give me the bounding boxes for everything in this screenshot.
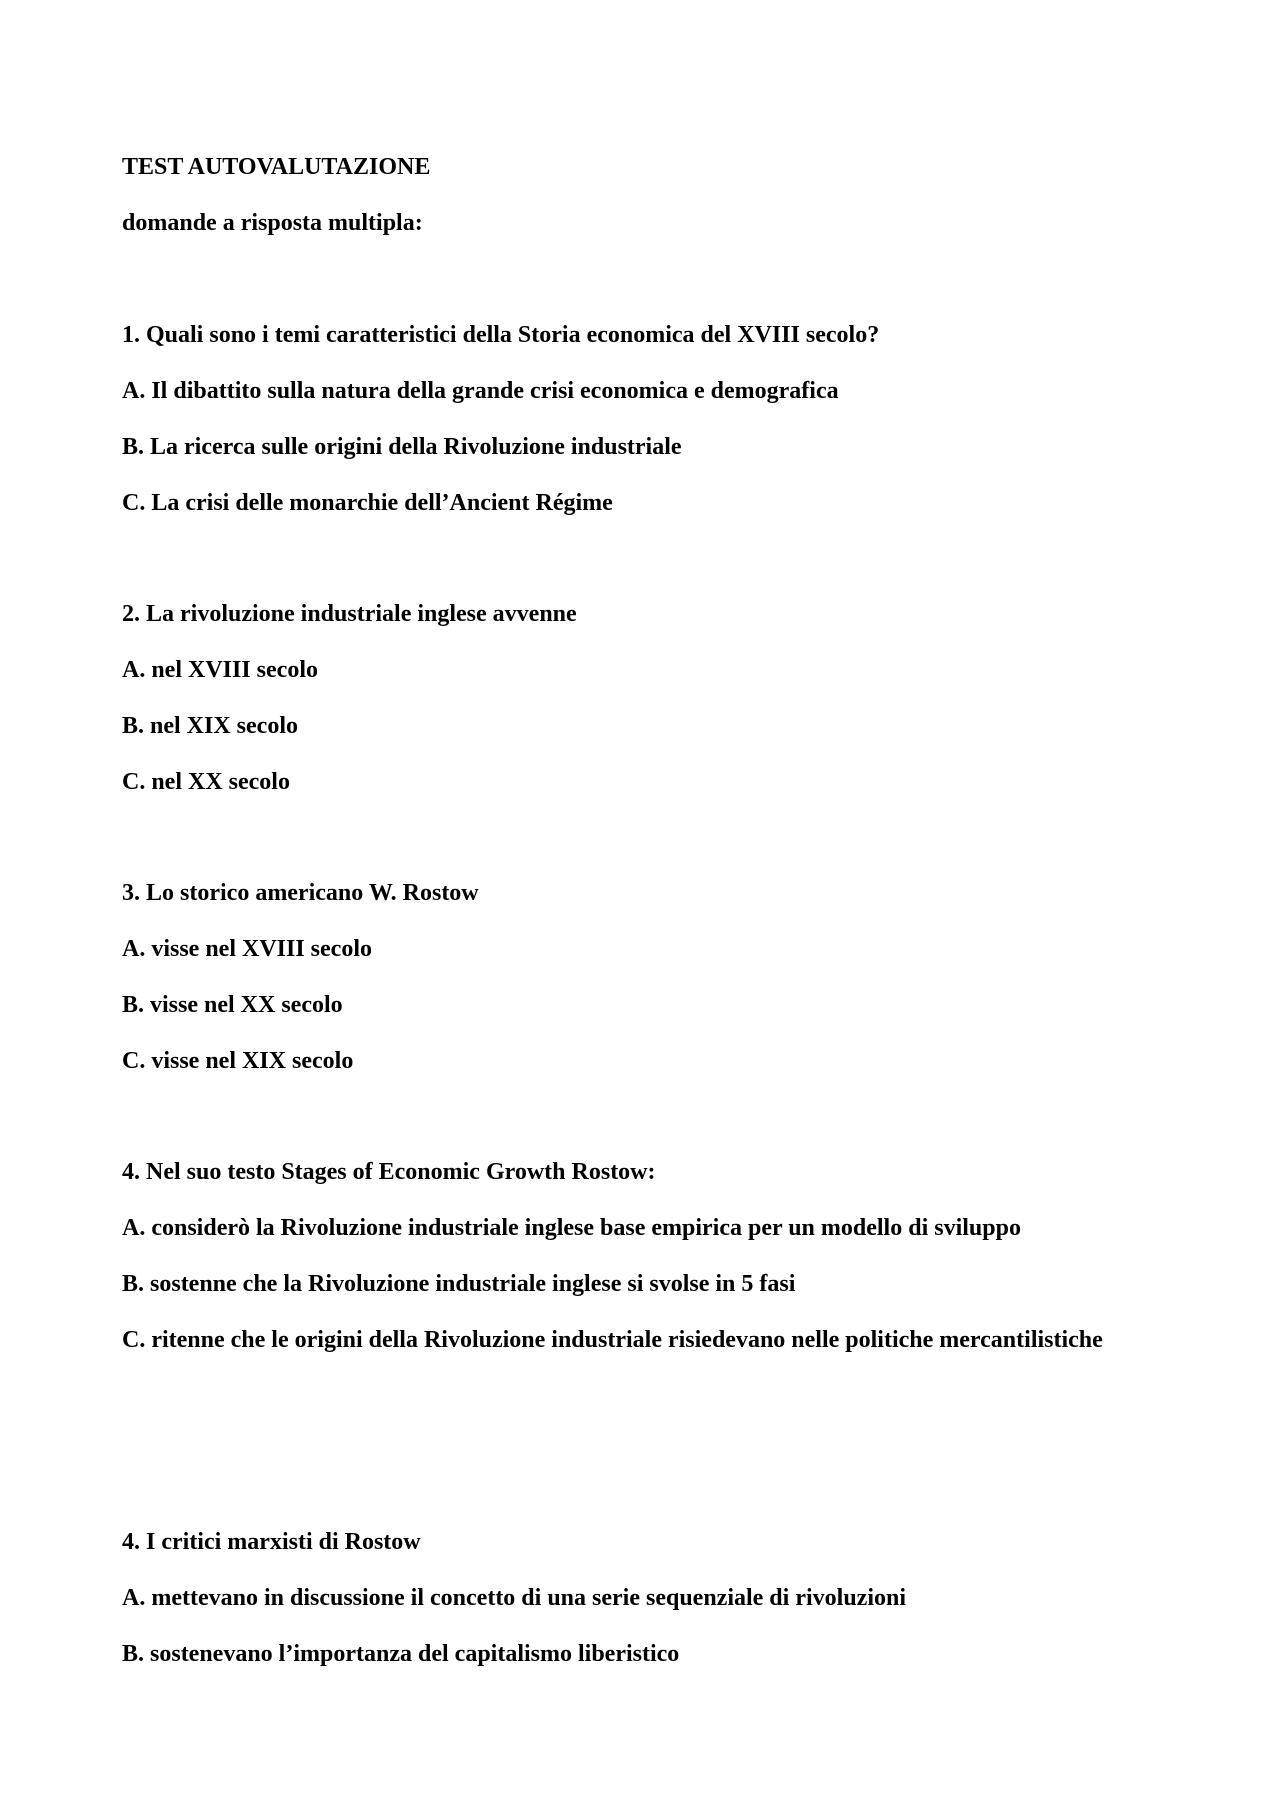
question-2-option-c: C. nel XX secolo [122,769,290,795]
question-1-option-a: A. Il dibattito sulla natura della grande crisi economica e demografica [122,378,839,404]
question-5-option-a: A. mettevano in discussione il concetto di una serie sequenziale di rivoluzioni [122,1585,906,1611]
question-2-option-b: B. nel XIX secolo [122,713,298,739]
question-5-option-b: B. sostenevano l’importanza del capitalismo liberistico [122,1641,680,1667]
question-1-text: 1. Quali sono i temi caratteristici della Storia economica del XVIII secolo? [122,322,880,348]
question-5-text: 4. I critici marxisti di Rostow [122,1529,421,1555]
document-title: TEST AUTOVALUTAZIONE [122,154,431,180]
document-page [122,0,1182,1811]
question-2-text: 2. La rivoluzione industriale inglese avvenne [122,601,577,627]
question-4-option-c: C. ritenne che le origini della Rivoluzione industriale risiedevano nelle politiche mercantilistiche [122,1327,1103,1353]
question-1-option-b: B. La ricerca sulle origini della Rivoluzione industriale [122,434,682,460]
document-subtitle: domande a risposta multipla: [122,210,423,236]
question-1-option-c: C. La crisi delle monarchie dell’Ancient Régime [122,490,613,516]
question-4-option-b: B. sostenne che la Rivoluzione industriale inglese si svolse in 5 fasi [122,1271,796,1297]
question-3-option-a: A. visse nel XVIII secolo [122,936,372,962]
question-4-option-a: A. considerò la Rivoluzione industriale inglese base empirica per un modello di sviluppo [122,1215,1021,1241]
question-2-option-a: A. nel XVIII secolo [122,657,318,683]
question-3-text: 3. Lo storico americano W. Rostow [122,880,479,906]
question-3-option-c: C. visse nel XIX secolo [122,1048,354,1074]
question-3-option-b: B. visse nel XX secolo [122,992,343,1018]
question-4-text: 4. Nel suo testo Stages of Economic Growth Rostow: [122,1159,656,1185]
